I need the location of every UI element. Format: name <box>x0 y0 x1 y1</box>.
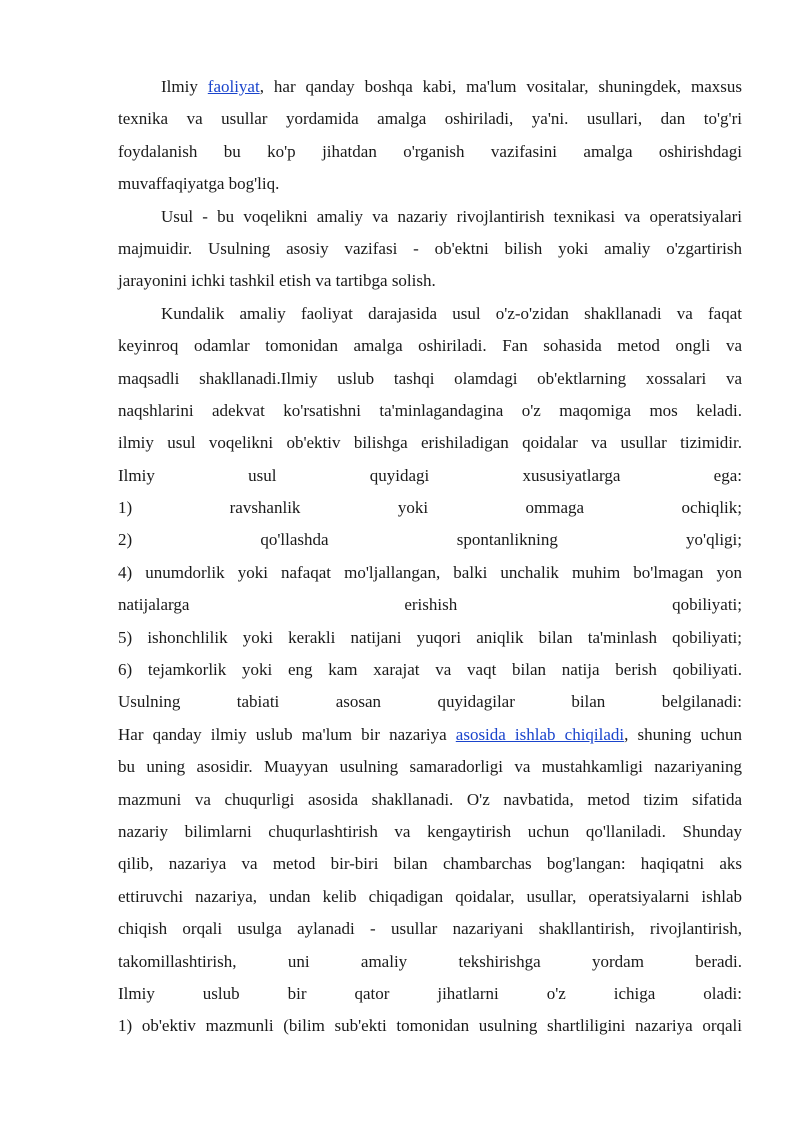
list-item: 2) qo'llashda spontanlikning yo'qligi; <box>118 530 742 550</box>
text-line <box>118 722 742 754</box>
text-line: nazariy bilimlarni chuqurlashtirish va kengaytirish uchun qo'llaniladi. Shunday <box>118 821 742 841</box>
text-line: chiqish orqali usulga aylanadi - usullar nazariyani shakllantirish, rivojlantirish, <box>118 919 742 939</box>
text-line: Ilmiy usul quyidagi xususiyatlarga ega: <box>118 465 742 485</box>
text-line: naqshlarini adekvat ko'rsatishni ta'minlagandagina o'z maqomiga mos keladi. <box>118 400 742 420</box>
text-line: maqsadli shakllanadi.Ilmiy uslub tashqi olamdagi ob'ektlarning xossalari va <box>118 368 742 388</box>
text-line: majmuidir. Usulning asosiy vazifasi - ob'ektni bilish yoki amaliy o'zgartirish <box>118 238 742 258</box>
link-faoliyat[interactable]: faoliyat <box>207 77 260 96</box>
text-segment: Ilmiy <box>161 77 208 96</box>
text-line: Usulning tabiati asosan quyidagilar bilan belgilanadi: <box>118 692 742 712</box>
text-line: ilmiy usul voqelikni ob'ektiv bilishga erishiladigan qoidalar va usullar tizimidir. <box>118 433 742 453</box>
text-line: takomillashtirish, uni amaliy tekshirishga yordam beradi. <box>118 951 742 971</box>
list-item: 6) tejamkorlik yoki eng kam xarajat va vaqt bilan natija berish qobiliyati. <box>118 660 742 680</box>
text-line: ettiruvchi nazariya, undan kelib chiqadigan qoidalar, usullar, operatsiyalarni ishlab <box>118 886 742 906</box>
list-item: 1) ravshanlik yoki ommaga ochiqlik; <box>118 498 742 518</box>
list-item: 5) ishonchlilik yoki kerakli natijani yuqori aniqlik bilan ta'minlash qobiliyati; <box>118 627 742 647</box>
link-asosida-ishlab-chiqiladi[interactable]: asosida ishlab chiqiladi <box>455 724 625 744</box>
text-line: Ilmiy uslub bir qator jihatlarni o'z ichiga oladi: <box>118 983 742 1003</box>
text-line: texnika va usullar yordamida amalga oshiriladi, ya'ni. usullari, dan to'g'ri <box>118 109 742 129</box>
text-line: Usul - bu voqelikni amaliy va nazariy rivojlantirish texnikasi va operatsiyalari <box>161 206 742 226</box>
text-line: foydalanish bu ko'p jihatdan o'rganish vazifasini amalga oshirishdagi <box>118 141 742 161</box>
text-line <box>118 74 742 106</box>
text-line: jarayonini ichki tashkil etish va tartibga solish. <box>118 271 436 291</box>
text-line: bu uning asosidir. Muayyan usulning samaradorligi va mustahkamligi nazariyaning <box>118 757 742 777</box>
text-segment: , har qanday boshqa kabi, ma'lum vositalar, shuningdek, maxsus <box>259 77 742 96</box>
text-line: keyinroq odamlar tomonidan amalga oshiriladi. Fan sohasida metod ongli va <box>118 336 742 356</box>
text-segment: , shuning uchun <box>624 724 742 744</box>
text-line: mazmuni va chuqurligi asosida shakllanadi. O'z navbatida, metod tizim sifatida <box>118 789 742 809</box>
text-segment: Har qanday ilmiy uslub ma'lum bir nazariya <box>118 724 456 744</box>
text-line: qilib, nazariya va metod bir-biri bilan chambarchas bog'langan: haqiqatni aks <box>118 854 742 874</box>
text-line: Kundalik amaliy faoliyat darajasida usul o'z-o'zidan shakllanadi va faqat <box>161 303 742 323</box>
text-line: muvaffaqiyatga bog'liq. <box>118 174 280 194</box>
document-body <box>118 74 742 1046</box>
list-item: 1) ob'ektiv mazmunli (bilim sub'ekti tomonidan usulning shartliligini nazariya orqali <box>118 1016 742 1036</box>
list-item: natijalarga erishish qobiliyati; <box>118 595 742 615</box>
list-item: 4) unumdorlik yoki nafaqat mo'ljallangan, balki unchalik muhim bo'lmagan yon <box>118 562 742 582</box>
